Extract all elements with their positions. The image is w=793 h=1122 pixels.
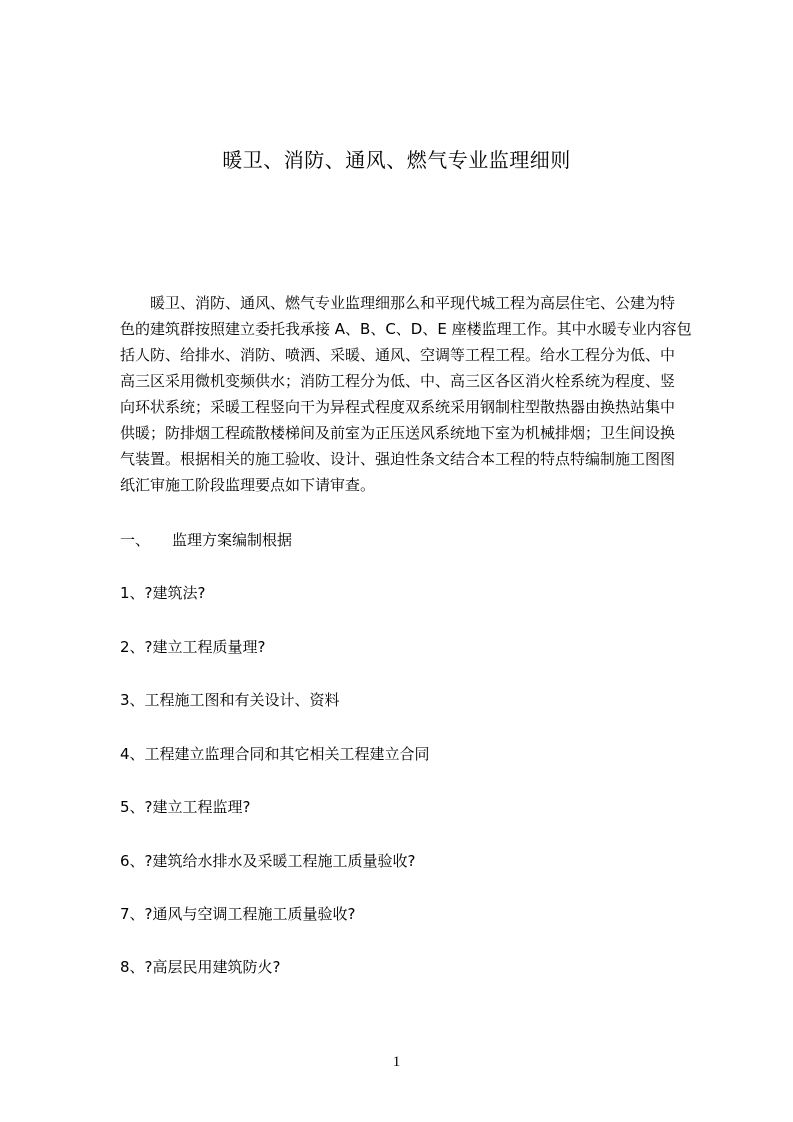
- list-item: 4、工程建立监理合同和其它相关工程建立合同: [120, 745, 430, 763]
- section-title: 监理方案编制根据: [172, 531, 293, 549]
- page-number: 1: [392, 1054, 401, 1070]
- document-title: 暖卫、消防、通风、燃气专业监理细则: [222, 148, 571, 172]
- list-item: 8、?高层民用建筑防火?: [120, 958, 281, 976]
- list-item: 6、?建筑给水排水及采暖工程施工质量验收?: [120, 852, 416, 870]
- paragraph-line: 气装置。根据相关的施工验收、设计、强迫性条文结合本工程的特点特编制施工图图: [120, 450, 676, 468]
- list-item: 5、?建立工程监理?: [120, 798, 251, 816]
- list-item: 2、?建立工程质量理?: [120, 638, 266, 656]
- section-heading: [120, 529, 292, 550]
- paragraph-line: 供暖；防排烟工程疏散楼梯间及前室为正压送风系统地下室为机械排烟；卫生间设换: [120, 424, 676, 442]
- paragraph-line: 纸汇审施工阶段监理要点如下请审查。: [120, 476, 376, 494]
- intro-paragraph: [120, 290, 690, 498]
- list-item: 1、?建筑法?: [120, 584, 206, 602]
- section-number: 一、: [120, 531, 151, 549]
- paragraph-line: 括人防、给排水、消防、喷洒、采暖、通风、空调等工程工程。给水工程分为低、中: [120, 346, 676, 364]
- paragraph-line: 暖卫、消防、通风、燃气专业监理细那么和平现代城工程为高层住宅、公建为特: [120, 294, 676, 312]
- list-item: 7、?通风与空调工程施工质量验收?: [120, 905, 356, 923]
- list-item: 3、工程施工图和有关设计、资料: [120, 691, 340, 709]
- paragraph-line: 高三区采用微机变频供水；消防工程分为低、中、高三区各区消火栓系统为程度、竖: [120, 372, 676, 390]
- paragraph-line: 向环状系统；采暖工程竖向干为异程式程度双系统采用钢制柱型散热器由换热站集中: [120, 398, 676, 416]
- paragraph-line: 色的建筑群按照建立委托我承接 A、B、C、D、E 座楼监理工作。其中水暖专业内容包: [120, 320, 692, 338]
